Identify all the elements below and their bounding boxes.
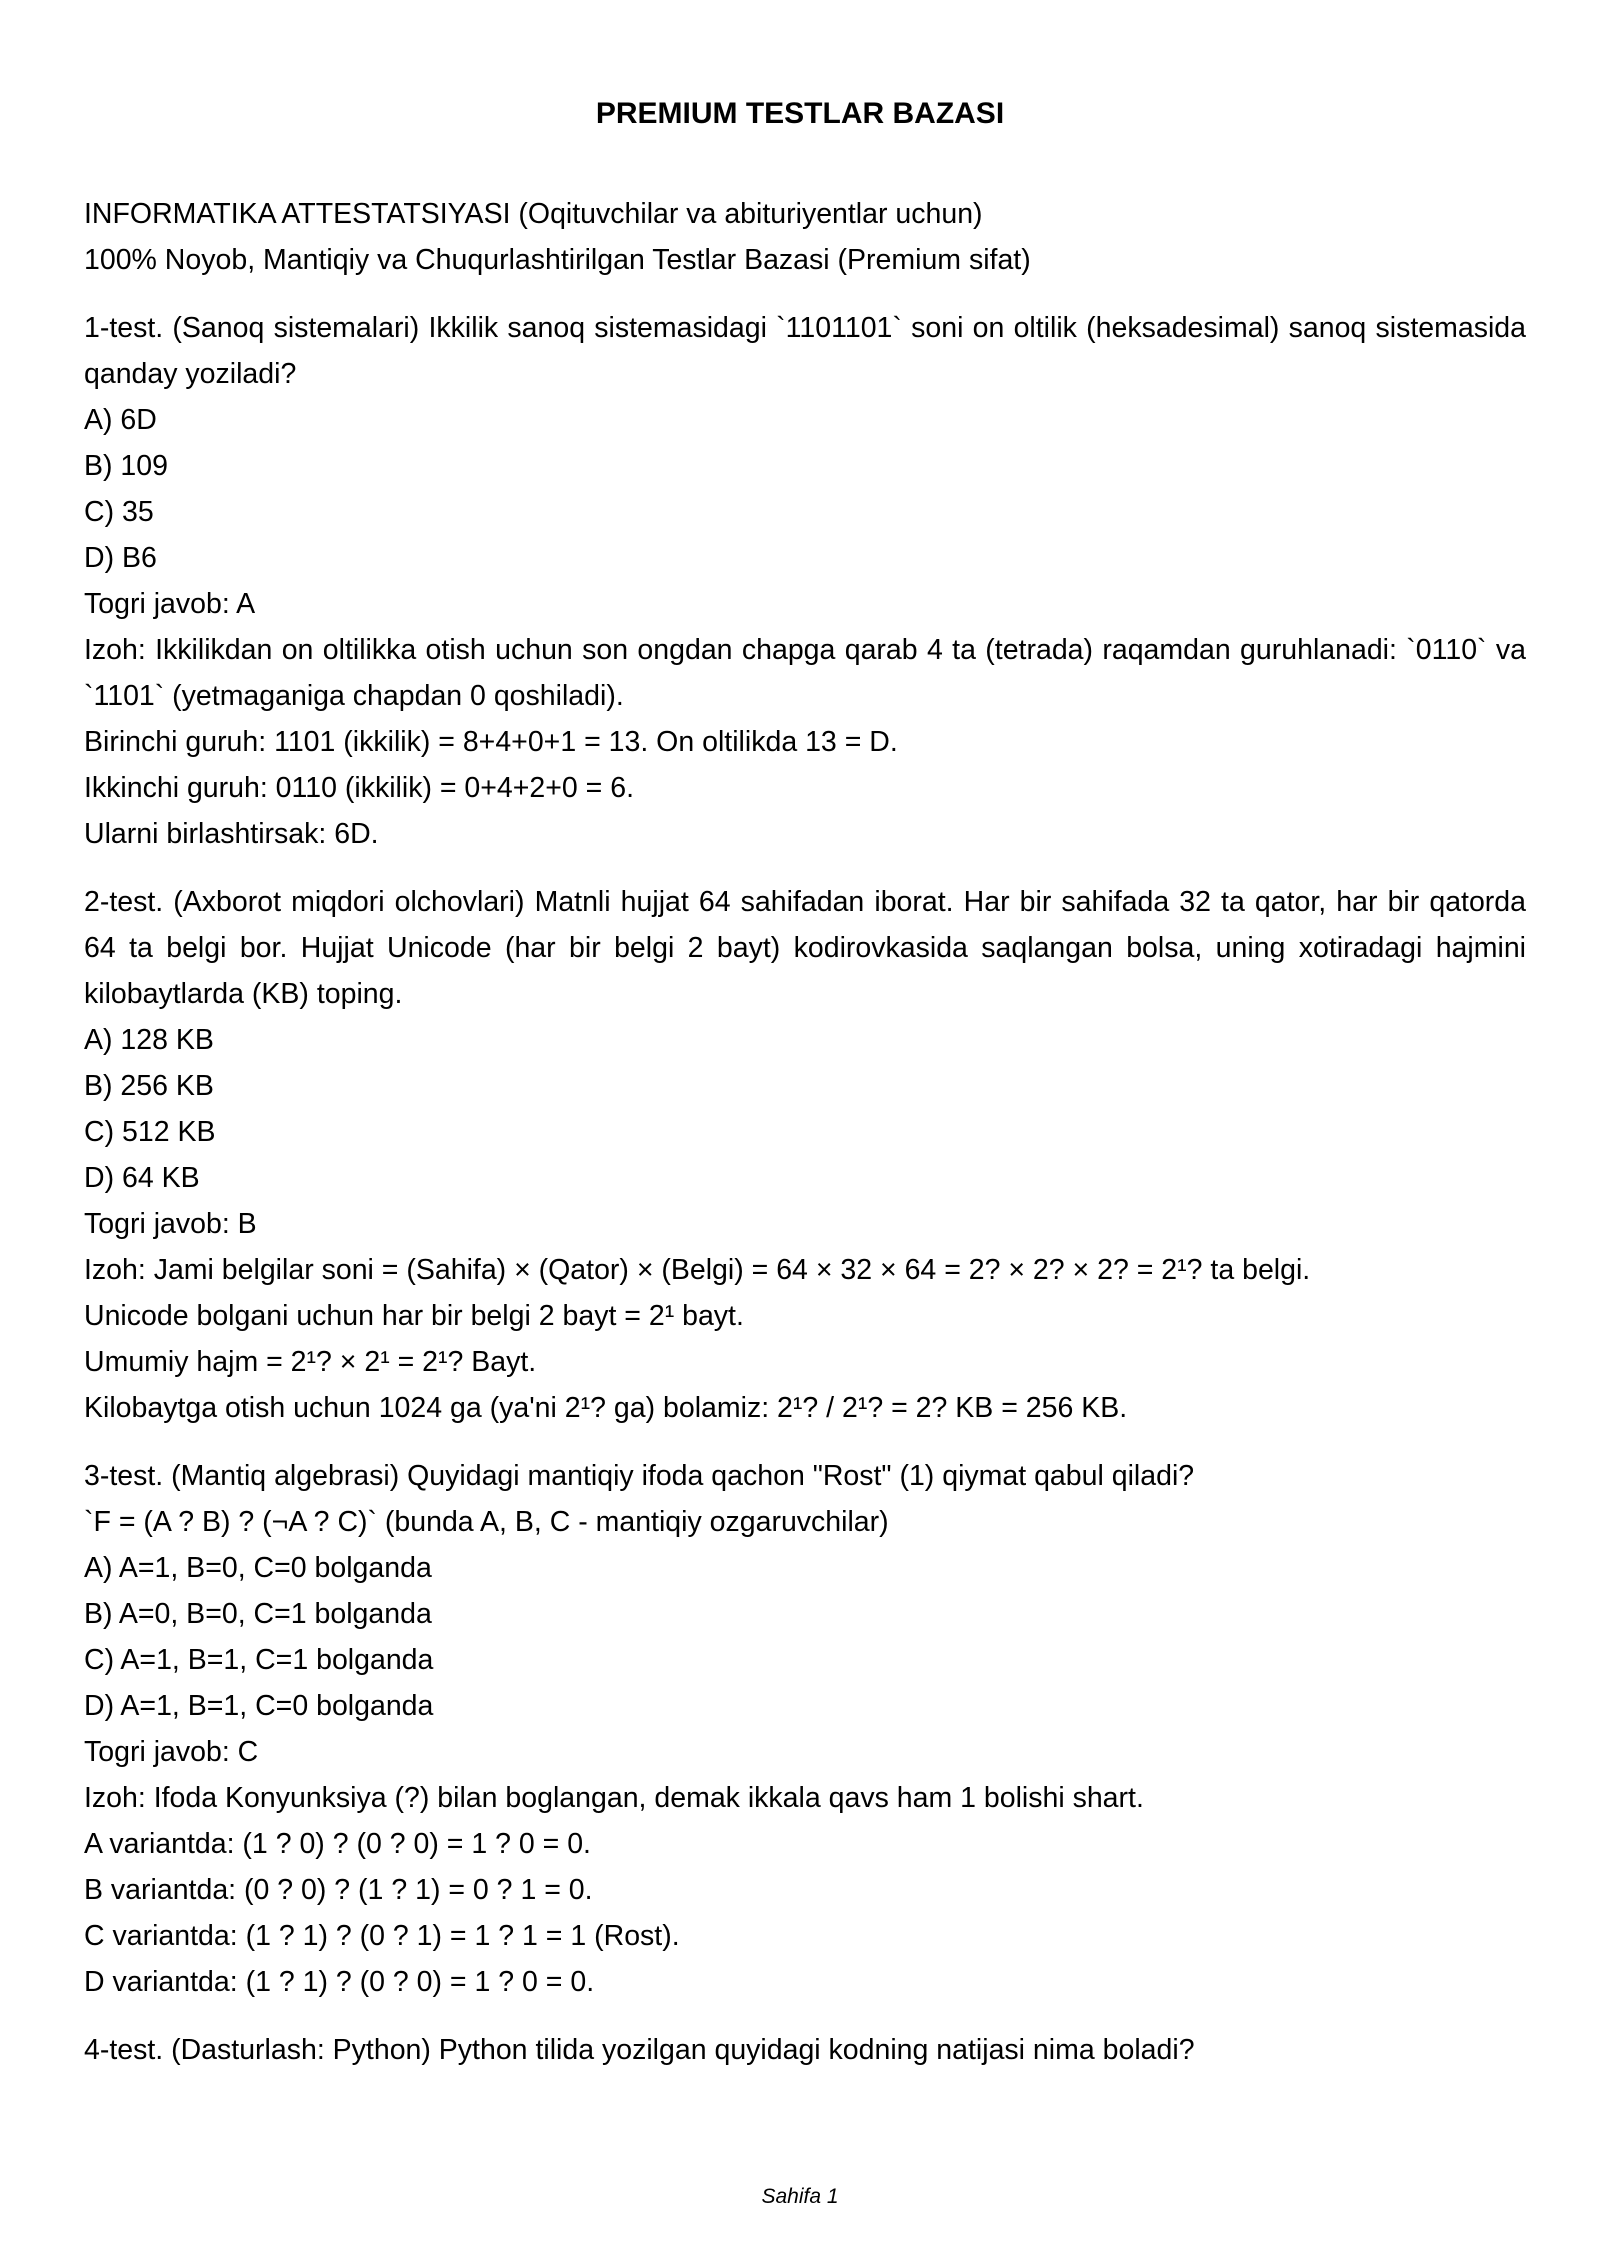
- test-1-option-d: D) B6: [84, 542, 157, 574]
- test-2-option-b: B) 256 KB: [84, 1070, 214, 1102]
- test-3-option-a: A) A=1, B=0, C=0 bolganda: [84, 1552, 432, 1584]
- test-3-explanation-3: B variantda: (0 ? 0) ? (1 ? 1) = 0 ? 1 = 0.: [84, 1874, 593, 1906]
- intro-line-2: 100% Noyob, Mantiqiy va Chuqurlashtirilgan Testlar Bazasi (Premium sifat): [84, 244, 1031, 276]
- test-1-explanation-2: Birinchi guruh: 1101 (ikkilik) = 8+4+0+1 = 13. On oltilikda 13 = D.: [84, 726, 898, 758]
- test-1-option-c: C) 35: [84, 496, 154, 528]
- test-3-explanation-1: Izoh: Ifoda Konyunksiya (?) bilan boglangan, demak ikkala qavs ham 1 bolishi shart.: [84, 1782, 1144, 1814]
- test-1-answer: Togri javob: A: [84, 588, 256, 620]
- page-number: Sahifa 1: [761, 2185, 839, 2208]
- test-1-option-b: B) 109: [84, 450, 168, 482]
- document-body: [84, 191, 1526, 2073]
- test-1-explanation-1: Izoh: Ikkilikdan on oltilikka otish uchun son ongdan chapga qarab 4 ta (tetrada) raqamdan guruhlanadi: `0110` va `1101` (yetmaganiga chapdan 0 qoshiladi).: [84, 634, 1526, 712]
- test-2-explanation-3: Umumiy hajm = 2¹? × 2¹ = 2¹? Bayt.: [84, 1346, 537, 1378]
- test-2-explanation-2: Unicode bolgani uchun har bir belgi 2 bayt = 2¹ bayt.: [84, 1300, 744, 1332]
- test-4: [84, 2027, 1526, 2073]
- test-3-formula: `F = (A ? B) ? (¬A ? C)` (bunda A, B, C - mantiqiy ozgaruvchilar): [84, 1506, 889, 1538]
- test-1-explanation-3: Ikkinchi guruh: 0110 (ikkilik) = 0+4+2+0 = 6.: [84, 772, 635, 804]
- test-2: [84, 879, 1526, 1431]
- test-3-question: 3-test. (Mantiq algebrasi) Quyidagi mantiqiy ifoda qachon "Rost" (1) qiymat qabul qiladi?: [84, 1460, 1195, 1492]
- test-2-question: 2-test. (Axborot miqdori olchovlari) Matnli hujjat 64 sahifadan iborat. Har bir sahifada 32 ta qator, har bir qatorda 64 ta belgi bor. Hujjat Unicode (har bir belgi 2 bayt) kodirovkasida saqlangan bolsa, uning xotiradagi hajmini kilobaytlarda (KB) toping.: [84, 886, 1526, 1010]
- test-3-option-d: D) A=1, B=1, C=0 bolganda: [84, 1690, 434, 1722]
- test-3: [84, 1453, 1526, 2005]
- test-4-question: 4-test. (Dasturlash: Python) Python tilida yozilgan quyidagi kodning natijasi nima boladi?: [84, 2034, 1195, 2066]
- document-title: PREMIUM TESTLAR BAZASI: [595, 97, 1005, 130]
- intro-line-1: INFORMATIKA ATTESTATSIYASI (Oqituvchilar va abituriyentlar uchun): [84, 198, 983, 230]
- test-2-option-a: A) 128 KB: [84, 1024, 214, 1056]
- test-2-option-d: D) 64 KB: [84, 1162, 200, 1194]
- test-1: [84, 305, 1526, 857]
- test-3-answer: Togri javob: C: [84, 1736, 259, 1768]
- test-1-explanation-4: Ularni birlashtirsak: 6D.: [84, 818, 379, 850]
- test-1-question: 1-test. (Sanoq sistemalari) Ikkilik sanoq sistemasidagi `1101101` soni on oltilik (heksadesimal) sanoq sistemasida qanday yoziladi?: [84, 312, 1526, 390]
- test-2-explanation-1: Izoh: Jami belgilar soni = (Sahifa) × (Qator) × (Belgi) = 64 × 32 × 64 = 2? × 2? × 2? = 2¹? ta belgi.: [84, 1254, 1311, 1286]
- intro-block: [84, 191, 1526, 283]
- test-2-answer: Togri javob: B: [84, 1208, 257, 1240]
- test-1-option-a: A) 6D: [84, 404, 157, 436]
- test-3-option-c: C) A=1, B=1, C=1 bolganda: [84, 1644, 434, 1676]
- test-3-explanation-4: C variantda: (1 ? 1) ? (0 ? 1) = 1 ? 1 = 1 (Rost).: [84, 1920, 680, 1952]
- test-2-option-c: C) 512 KB: [84, 1116, 216, 1148]
- test-2-explanation-4: Kilobaytga otish uchun 1024 ga (ya'ni 2¹? ga) bolamiz: 2¹? / 2¹? = 2? KB = 256 KB.: [84, 1392, 1128, 1424]
- test-3-explanation-2: A variantda: (1 ? 0) ? (0 ? 0) = 1 ? 0 = 0.: [84, 1828, 591, 1860]
- test-3-option-b: B) A=0, B=0, C=1 bolganda: [84, 1598, 432, 1630]
- test-3-explanation-5: D variantda: (1 ? 1) ? (0 ? 0) = 1 ? 0 = 0.: [84, 1966, 595, 1998]
